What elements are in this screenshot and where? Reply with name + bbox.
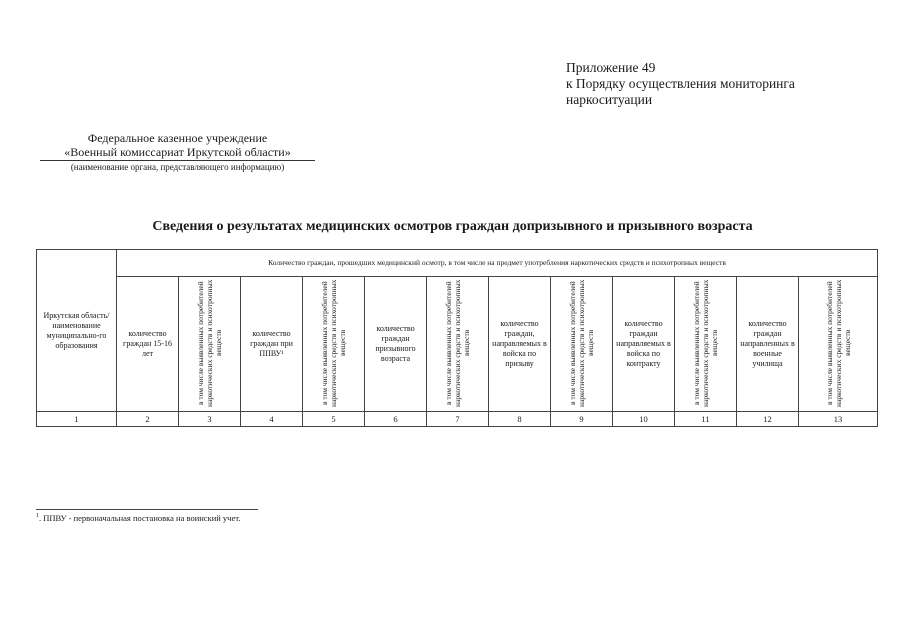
col-header: количество граждан призывного возраста [365, 277, 427, 412]
page-title: Сведения о результатах медицинских осмотров граждан допризывного и призывного возраста [152, 219, 753, 234]
col-header: количество граждан направляемых в войска по контракту [613, 277, 675, 412]
col-header [179, 277, 241, 412]
region-header: Иркутская область/ наименование муниципально-го образования [37, 250, 117, 412]
col-header-text: в том числе выявленных потребителей наркотических средств и психотропных веществ [196, 278, 223, 407]
footnote-mark: 1 [36, 513, 39, 520]
col-header-text: в том числе выявленных потребителей наркотических средств и психотропных веществ [444, 278, 471, 407]
col-number: 12 [737, 412, 799, 427]
col-number: 4 [241, 412, 303, 427]
col-number: 13 [799, 412, 878, 427]
col-number: 5 [303, 412, 365, 427]
appendix-line: наркоситуации [566, 92, 653, 107]
col-header [675, 277, 737, 412]
col-number: 8 [489, 412, 551, 427]
col-header-text: в том числе выявленных потребителей наркотических средств и психотропных веществ [824, 278, 852, 407]
col-number: 2 [117, 412, 179, 427]
footnote-text: . ППВУ - первоначальная постановка на воинский учет. [39, 513, 241, 523]
org-caption: (наименование органа, представляющего информацию) [70, 162, 285, 172]
appendix-line: Приложение 49 [566, 60, 656, 75]
col-number: 3 [179, 412, 241, 427]
col-header: количество граждан, направляемых в войска по призыву [489, 277, 551, 412]
col-header-text: в том числе выявленных потребителей наркотических средств и психотропных веществ [568, 278, 595, 407]
org-line: Федеральное казенное учреждение [87, 131, 268, 145]
col-header [303, 277, 365, 412]
organization-block [40, 131, 315, 173]
col-header [427, 277, 489, 412]
col-number: 1 [37, 412, 117, 427]
col-header-text: в том числе выявленных потребителей наркотических средств и психотропных веществ [692, 278, 719, 407]
appendix-line: к Порядку осуществления мониторинга [566, 76, 795, 91]
col-header [551, 277, 613, 412]
footnote-divider [36, 509, 258, 510]
org-name: «Военный комиссариат Иркутской области» [40, 145, 315, 161]
span-header: Количество граждан, прошедших медицинский осмотр, в том числе на предмет употребления наркотических средств и психотропных веществ [117, 250, 878, 277]
col-number: 11 [675, 412, 737, 427]
col-number: 6 [365, 412, 427, 427]
col-number: 7 [427, 412, 489, 427]
col-header-text: в том числе выявленных потребителей наркотических средств и психотропных веществ [320, 278, 347, 407]
col-header [799, 277, 878, 412]
col-number: 9 [551, 412, 613, 427]
report-table [36, 249, 878, 427]
col-header: количество граждан 15-16 лет [117, 277, 179, 412]
appendix-block [566, 60, 896, 108]
footnote [36, 513, 240, 523]
col-header: количество граждан при ППВУ¹ [241, 277, 303, 412]
col-number: 10 [613, 412, 675, 427]
col-header: количество граждан направленных в военные училища [737, 277, 799, 412]
